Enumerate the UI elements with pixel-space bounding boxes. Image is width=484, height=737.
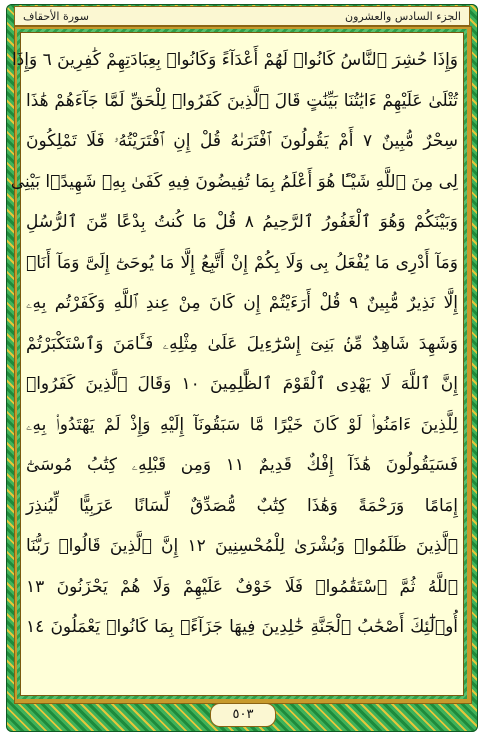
verse-line: لِلَّذِينَ ءَامَنُوا۟ لَوْ كَانَ خَيْرًا مَّا سَبَقُونَآ إِلَيْهِ وَإِذْ لَمْ يَهْتَدُوا۟ بِهِۦ [26,414,458,435]
verse-line: فَسَيَقُولُونَ هَٰذَآ إِفْكٌ قَدِيمٌ ١١ وَمِن قَبْلِهِۦ كِتَٰبُ مُوسَىٰٓ [26,455,458,475]
verse-line: لِى مِنَ ٱللَّهِ شَيْـًٔا هُوَ أَعْلَمُ بِمَا تُفِيضُونَ فِيهِ كَفَىٰ بِهِۦ شَهِيدًۢا بَيْنِى [10,171,458,192]
verse-line: وَإِذَا حُشِرَ ٱلنَّاسُ كَانُوا۟ لَهُمْ أَعْدَآءً وَكَانُوا۟ بِعِبَادَتِهِمْ كَٰفِرِينَ ٦ وَإِذَا [11,50,458,70]
page-number: ٥٠٣ [210,703,276,727]
verse-line: إِمَامًا وَرَحْمَةً وَهَٰذَا كِتَٰبٌ مُّصَدِّقٌ لِّسَانًا عَرَبِيًّا لِّيُنذِرَ [26,495,458,516]
verse-line: تُتْلَىٰ عَلَيْهِمْ ءَايَٰتُنَا بَيِّنَٰتٍ قَالَ ٱلَّذِينَ كَفَرُوا۟ لِلْحَقِّ لَمَّا جَآءَهُمْ هَٰذَا [26,90,458,111]
verse-line: وَشَهِدَ شَاهِدٌ مِّنۢ بَنِىٓ إِسْرَٰٓءِيلَ عَلَىٰ مِثْلِهِۦ فَـَٔامَنَ وَٱسْتَكْبَرْتُمْ [26,333,458,354]
verse-line: إِلَّا نَذِيرٌ مُّبِينٌ ٩ قُلْ أَرَءَيْتُمْ إِن كَانَ مِنْ عِندِ ٱللَّهِ وَكَفَرْتُم بِهِۦ [26,293,458,313]
surah-name: سورة الأحقاف [23,10,89,23]
verse-line: وَمَآ أَدْرِى مَا يُفْعَلُ بِى وَلَا بِكُمْ إِنْ أَتَّبِعُ إِلَّا مَا يُوحَىٰٓ إِلَىَّ وَمَآ أَنَا۠ [26,252,458,273]
verse-line: أُو۟لَٰٓئِكَ أَصْحَٰبُ ٱلْجَنَّةِ خَٰلِدِينَ فِيهَا جَزَآءًۢ بِمَا كَانُوا۟ يَعْمَلُونَ ١٤ [26,617,458,637]
verse-line: سِحْرٌ مُّبِينٌ ٧ أَمْ يَقُولُونَ ٱفْتَرَىٰهُ قُلْ إِنِ ٱفْتَرَيْتُهُۥ فَلَا تَمْلِكُونَ [26,131,458,151]
verse-lines [10,40,458,648]
verse-line: ٱلَّذِينَ ظَلَمُوا۟ وَبُشْرَىٰ لِلْمُحْسِنِينَ ١٢ إِنَّ ٱلَّذِينَ قَالُوا۟ رَبُّنَا [26,536,458,556]
verse-line: ٱللَّهُ ثُمَّ ٱسْتَقَٰمُوا۟ فَلَا خَوْفٌ عَلَيْهِمْ وَلَا هُمْ يَحْزَنُونَ ١٣ [26,576,458,597]
juz-name: الجزء السادس والعشرون [345,10,461,23]
page-header [14,6,470,26]
verse-line: إِنَّ ٱللَّهَ لَا يَهْدِى ٱلْقَوْمَ ٱلظَّٰلِمِينَ ١٠ وَقَالَ ٱلَّذِينَ كَفَرُوا۟ [26,374,458,394]
verse-line: وَبَيْنَكُمْ وَهُوَ ٱلْغَفُورُ ٱلرَّحِيمُ ٨ قُلْ مَا كُنتُ بِدْعًا مِّنَ ٱلرُّسُلِ [26,212,458,232]
